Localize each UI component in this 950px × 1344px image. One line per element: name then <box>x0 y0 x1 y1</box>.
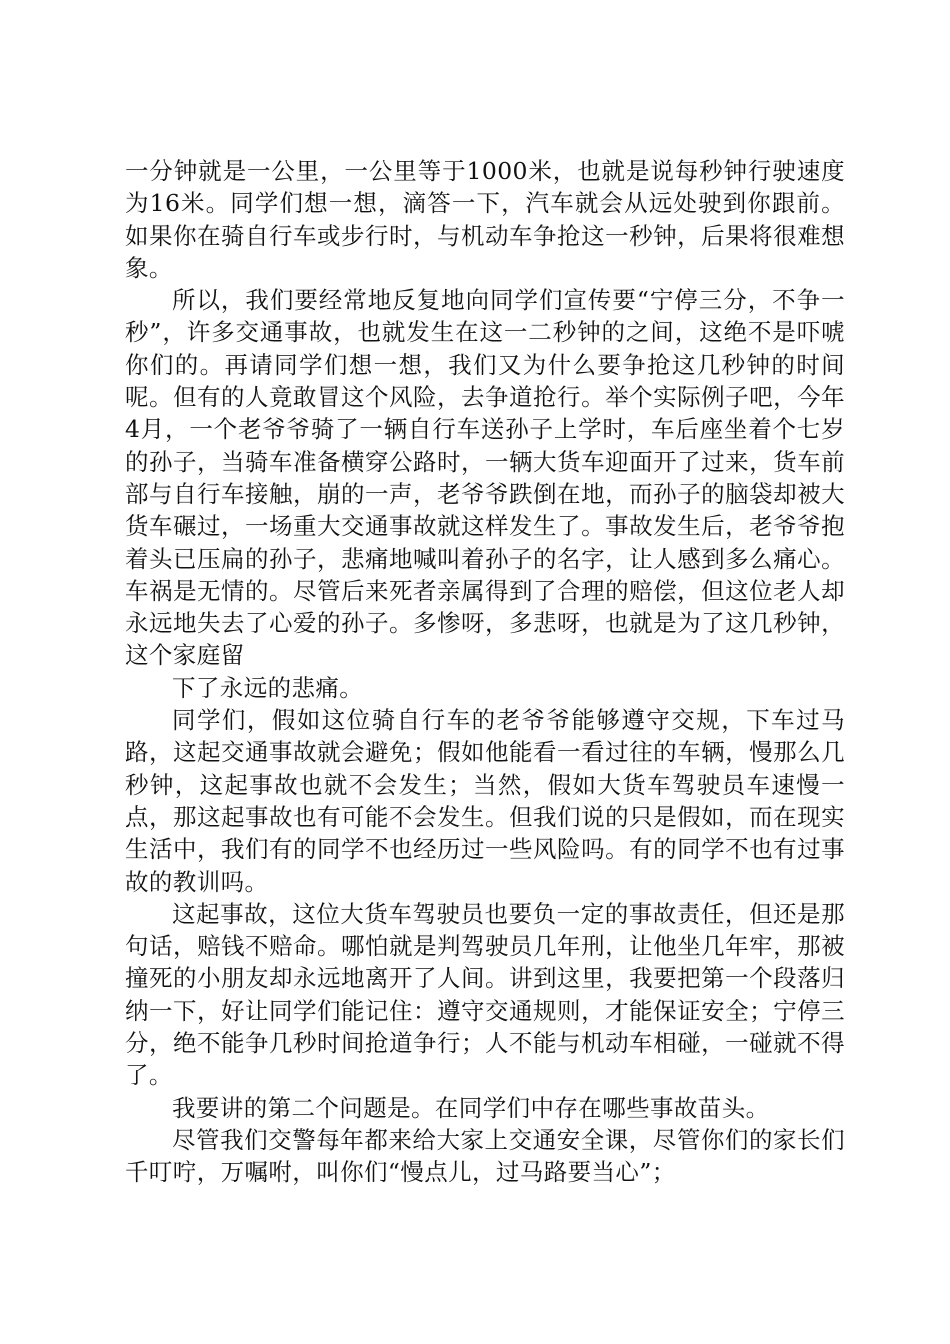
paragraph-7: 尽管我们交警每年都来给大家上交通安全课，尽管你们的家长们千叮咛，万嘱咐，叫你们“慢点儿，过马路要当心”； <box>125 1125 845 1187</box>
paragraph-5: 这起事故，这位大货车驾驶员也要负一定的事故责任，但还是那句话，赔钱不赔命。哪怕就是判驾驶员几年刑，让他坐几年牢，那被撞死的小朋友却永远地离开了人间。讲到这里，我要把第一个段落归纳一下，好让同学们能记住：遵守交通规则，才能保证安全；宁停三分，绝不能争几秒时间抢道争行；人不能与机动车相碰，一碰就不得了。 <box>125 899 845 1090</box>
paragraph-3: 下了永远的悲痛。 <box>172 673 364 702</box>
document-body <box>125 155 845 1189</box>
paragraph-4: 同学们，假如这位骑自行车的老爷爷能够遵守交规，下车过马路，这起交通事故就会避免；假如他能看一看过往的车辆，慢那么几秒钟，这起事故也就不会发生；当然，假如大货车驾驶员车速慢一点，那这起事故也有可能不会发生。但我们说的只是假如，而在现实生活中，我们有的同学不也经历过一些风险吗。有的同学不也有过事故的教训吗。 <box>125 706 845 896</box>
paragraph-6: 我要讲的第二个问题是。在同学们中存在哪些事故苗头。 <box>172 1093 770 1122</box>
paragraph-2: 所以，我们要经常地反复地向同学们宣传要“宁停三分，不争一秒”，许多交通事故，也就发生在这一二秒钟的之间，这绝不是吓唬你们的。再请同学们想一想，我们又为什么要争抢这几秒钟的时间呢。但有的人竟敢冒这个风险，去争道抢行。举个实际例子吧，今年4月，一个老爷爷骑了一辆自行车送孙子上学时，车后座坐着个七岁的孙子，当骑车准备横穿公路时，一辆大货车迎面开了过来，货车前部与自行车接触，崩的一声，老爷爷跌倒在地，而孙子的脑袋却被大货车碾过，一场重大交通事故就这样发生了。事故发生后，老爷爷抱着头已压扁的孙子，悲痛地喊叫着孙子的名字，让人感到多么痛心。车祸是无情的。尽管后来死者亲属得到了合理的赔偿，但这位老人却永远地失去了心爱的孙子。多惨呀，多悲呀，也就是为了这几秒钟，这个家庭留 <box>125 286 845 670</box>
paragraph-1: 一分钟就是一公里，一公里等于1000米，也就是说每秒钟行驶速度为16米。同学们想一想，滴答一下，汽车就会从远处驶到你跟前。如果你在骑自行车或步行时，与机动车争抢这一秒钟，后果将很难想象。 <box>125 157 845 282</box>
